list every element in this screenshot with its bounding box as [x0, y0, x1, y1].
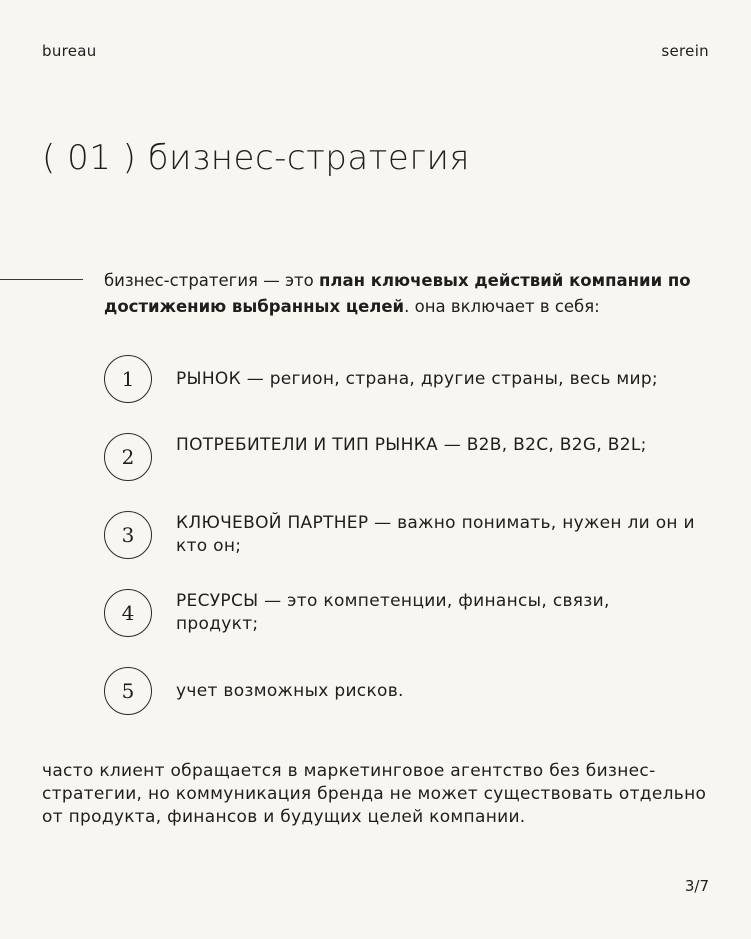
item-number-circle: 4	[104, 589, 152, 637]
intro-bold-text: план ключевых действий компании по достижению выбранных целей	[104, 271, 691, 316]
item-text: КЛЮЧЕВОЙ ПАРТНЕР — важно понимать, нужен ли он и кто он;	[176, 513, 695, 556]
intro-paragraph	[104, 268, 704, 320]
page-title: ( 01 ) бизнес-стратегия	[42, 138, 470, 178]
intro-text-end: . она включает в себя:	[404, 297, 600, 316]
intro-text-start: бизнес-стратегия — это	[104, 271, 319, 290]
item-text: РЕСУРСЫ — это компетенции, финансы, связи, продукт;	[176, 591, 610, 634]
item-number-circle: 5	[104, 667, 152, 715]
divider-line	[0, 279, 83, 280]
brand-serein: serein	[661, 42, 709, 60]
item-number-circle: 3	[104, 511, 152, 559]
item-number-circle: 1	[104, 355, 152, 403]
item-number-circle: 2	[104, 433, 152, 481]
outro-paragraph: часто клиент обращается в маркетинговое агентство без бизнес-стратегии, но коммуникация бренда не может существовать отдельно от продукта, финансов и будущих целей компании.	[42, 761, 707, 827]
page-number: 3/7	[684, 877, 709, 895]
item-text: ПОТРЕБИТЕЛИ И ТИП РЫНКА — B2B, B2C, B2G, B2L;	[176, 435, 647, 455]
item-text: РЫНОК — регион, страна, другие страны, весь мир;	[176, 369, 658, 389]
brand-bureau: bureau	[42, 42, 97, 60]
item-text: учет возможных рисков.	[176, 681, 404, 701]
